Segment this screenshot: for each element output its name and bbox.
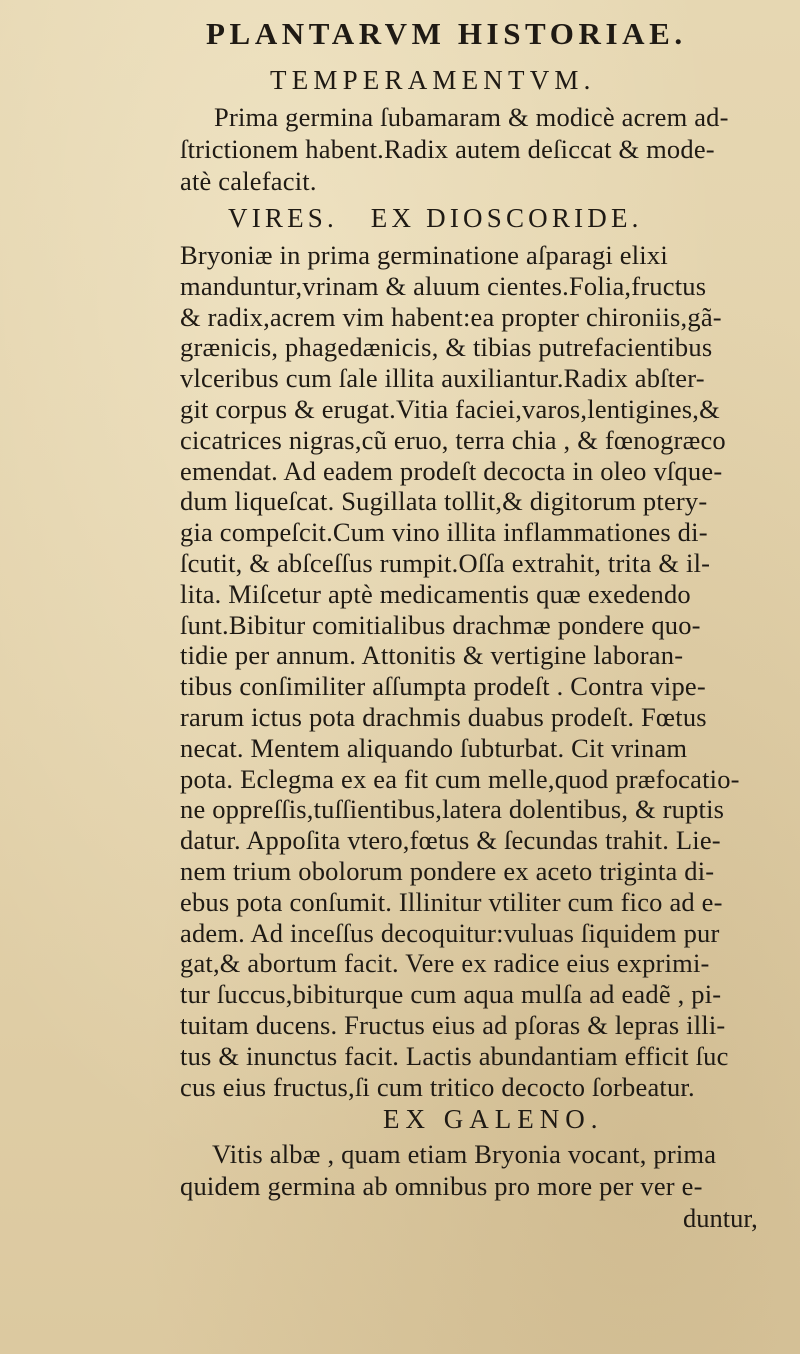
- text-line: Prima germina ſubamaram & modicè acrem ad-: [214, 102, 729, 132]
- text-line: lita. Miſcetur aptè medicamentis quæ exedendo: [180, 578, 691, 609]
- text-line: ſcutit, & abſceſſus rumpit.Oſſa extrahit, trita & il-: [180, 548, 711, 578]
- text-line: necat. Mentem aliquando ſubturbat. Cit vrinam: [180, 732, 688, 763]
- text-line: rarum ictus pota drachmis duabus prodeſt. Fœtus: [180, 702, 707, 732]
- section-heading-vires: VIRES. EX DIOSCORIDE.: [228, 203, 643, 233]
- running-head: PLANTARVM HISTORIAE.: [206, 16, 687, 51]
- text-line: tuitam ducens. Fructus eius ad pſoras & lepras illi-: [180, 1010, 726, 1040]
- text-line: tus & inunctus facit. Lactis abundantiam efficit ſuc: [180, 1040, 729, 1071]
- text-line: grænicis, phagedænicis, & tibias putrefacientibus: [180, 332, 713, 363]
- section-heading-temperamentum: TEMPERAMENTVM.: [270, 65, 596, 95]
- text-line: tibus conſimiliter aſſumpta prodeſt . Contra vipe-: [180, 671, 706, 702]
- text-line: git corpus & erugat.Vitia faciei,varos,lentigines,&: [180, 394, 720, 424]
- text-line: pota. Eclegma ex ea fit cum melle,quod præfocatio-: [180, 763, 740, 794]
- text-line: ne oppreſſis,tuſſientibus,latera dolentibus, & ruptis: [180, 794, 725, 825]
- text-line: atè calefacit.: [180, 166, 317, 196]
- text-line: nem trium obolorum pondere ex aceto triginta di-: [180, 856, 715, 886]
- text-line: datur. Appoſita vtero,fœtus & ſecundas trahit. Lie-: [180, 825, 721, 856]
- text-line: quidem germina ab omnibus pro more per ver e-: [180, 1171, 703, 1202]
- text-line: cus eius fructus,ſi cum tritico decocto ſorbeatur.: [180, 1071, 695, 1102]
- text-line: emendat. Ad eadem prodeſt decocta in oleo vſque-: [180, 455, 723, 486]
- text-line: Vitis albæ , quam etiam Bryonia vocant, prima: [212, 1139, 717, 1170]
- text-line: ſtrictionem habent.Radix autem deſiccat & mode-: [180, 134, 715, 164]
- text-line: manduntur,vrinam & aluum cientes.Folia,fructus: [180, 270, 707, 301]
- section-heading-galeno: EX GALENO.: [383, 1104, 604, 1135]
- text-line: dum liqueſcat. Sugillata tollit,& digitorum ptery-: [180, 486, 708, 517]
- text-line: & radix,acrem vim habent:ea propter chironiis,gã-: [180, 301, 722, 332]
- text-line: tur ſuccus,bibiturque cum aqua mulſa ad eadẽ , pi-: [180, 979, 722, 1010]
- text-line: ebus pota conſumit. Illinitur vtiliter cum fico ad e-: [180, 886, 723, 917]
- text-line: adem. Ad inceſſus decoquitur:vuluas ſiquidem pur: [180, 917, 720, 948]
- text-line: gat,& abortum facit. Vere ex radice eius exprimi-: [180, 948, 710, 979]
- text-line: tidie per annum. Attonitis & vertigine laboran-: [180, 640, 684, 671]
- text-line: cicatrices nigras,cũ eruo, terra chia , & fœnogræco: [180, 424, 726, 455]
- text-line: gia compeſcit.Cum vino illita inflammationes di-: [180, 517, 708, 548]
- text-line: Bryoniæ in prima germinatione aſparagi elixi: [180, 240, 668, 270]
- catchword: duntur,: [683, 1203, 758, 1234]
- text-line: vlceribus cum ſale illita auxiliantur.Radix abſter-: [180, 363, 705, 394]
- text-line: ſunt.Bibitur comitialibus drachmæ pondere quo-: [180, 609, 701, 640]
